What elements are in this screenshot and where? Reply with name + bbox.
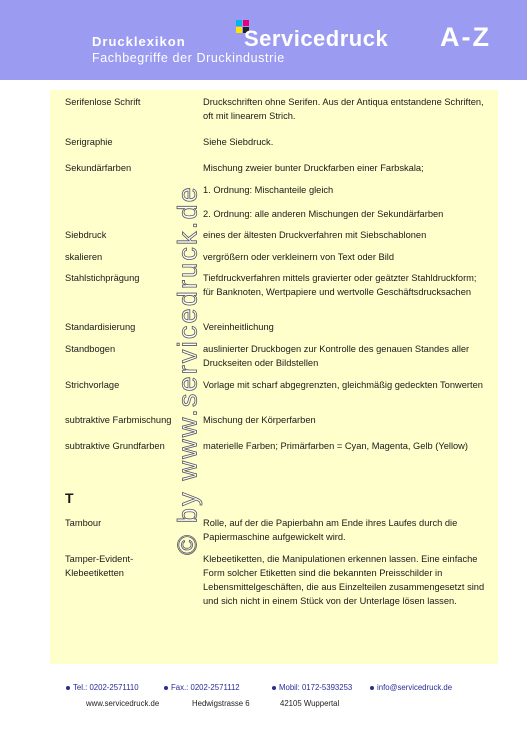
footer-web[interactable]: www.servicedruck.de (86, 699, 160, 708)
entry-term: Tamper-Evident-Klebeetiketten (65, 554, 134, 578)
bullet-icon (164, 686, 168, 690)
page-header (0, 0, 527, 80)
entry-definition: Mischung zweier bunter Druckfarben einer Farbskala; (203, 163, 424, 173)
entry-definition: Vereinheitlichung (203, 322, 274, 332)
entry-term: Serigraphie (65, 137, 113, 147)
bullet-icon (66, 686, 70, 690)
entry-definition: Vorlage mit scharf abgegrenzten, gleichmäßig gedeckten Tonwerten (203, 380, 483, 390)
footer-street: Hedwigstrasse 6 (192, 699, 250, 708)
footer-address-line (0, 699, 527, 711)
header-range: A-Z (440, 22, 491, 52)
entry-definition: vergrößern oder verkleinern von Text oder Bild (203, 252, 395, 262)
entry-definition: eines der ältesten Druckverfahren mit Siebschablonen (203, 230, 427, 240)
entry-definition: auslinierter Druckbogen zur Kontrolle des genauen Standes aller Druckseiten oder Bildstellen (203, 344, 470, 368)
entry-term: Siebdruck (65, 230, 107, 240)
entry-term: subtraktive Grundfarben (65, 441, 165, 451)
entry-term: Stahlstichprägung (65, 273, 140, 283)
lexicon-content (50, 90, 498, 664)
entry-term: Standardisierung (65, 322, 136, 332)
entry-definition: materielle Farben; Primärfarben = Cyan, Magenta, Gelb (Yellow) (203, 441, 468, 451)
entry-term: Strichvorlage (65, 380, 120, 390)
entry-term: subtraktive Farbmischung (65, 415, 172, 425)
entry-term: Tambour (65, 518, 102, 528)
header-subtitle: Fachbegriffe der Druckindustrie (92, 51, 285, 65)
entry-definition: Mischung der Körperfarben (203, 415, 316, 425)
footer-city: 42105 Wuppertal (280, 699, 340, 708)
entry-term: Serifenlose Schrift (65, 97, 141, 107)
footer-fax (164, 683, 240, 692)
entry-definition: Klebeetiketten, die Manipulationen erkennen lassen. Eine einfache Form solcher Etiketten sind die bekannten Preisschilder in Lebensmittelgeschäften, die aus Einzelteilen zusammengesetzt sind und sich nicht in einem Stück von der Unterlage lösen lassen. (203, 554, 485, 606)
bullet-icon (272, 686, 276, 690)
footer-mobil (272, 683, 352, 692)
entry-term: Standbogen (65, 344, 116, 354)
entry-definition: Siehe Siebdruck. (203, 137, 274, 147)
entry-definition: Druckschriften ohne Serifen. Aus der Antiqua entstandene Schriften, oft mit linearem Strich. (203, 97, 484, 121)
footer-email-text[interactable]: info@servicedruck.de (377, 683, 453, 692)
footer-email[interactable] (370, 683, 452, 692)
footer-mobil-text: Mobil: 0172-5393253 (279, 683, 353, 692)
header-title: Drucklexikon (92, 34, 186, 49)
entry-definition: Tiefdruckverfahren mittels gravierter oder geätzter Stahldruckform; für Banknoten, Wertpapiere und wertvolle Geschäftsdrucksachen (203, 273, 477, 297)
entry-term: skalieren (65, 252, 103, 262)
entry-definition: Rolle, auf der die Papierbahn am Ende ihres Laufes durch die Papiermaschine aufgewickelt wird. (203, 518, 458, 542)
footer-fax-text: Fax.: 0202-2571112 (171, 683, 240, 692)
footer-tel (66, 683, 139, 692)
entry-definition: 1. Ordnung: Mischanteile gleich (203, 185, 334, 195)
footer-contact-line (0, 683, 527, 695)
footer-tel-text: Tel.: 0202-2571110 (73, 683, 139, 692)
bullet-icon (370, 686, 374, 690)
section-letter: T (65, 490, 74, 506)
entry-term: Sekundärfarben (65, 163, 132, 173)
logo-text: Servicedruck (244, 26, 389, 51)
copyright-watermark: © by www.servicedruck.de (172, 185, 203, 555)
entry-definition: 2. Ordnung: alle anderen Mischungen der Sekundärfarben (203, 209, 444, 219)
